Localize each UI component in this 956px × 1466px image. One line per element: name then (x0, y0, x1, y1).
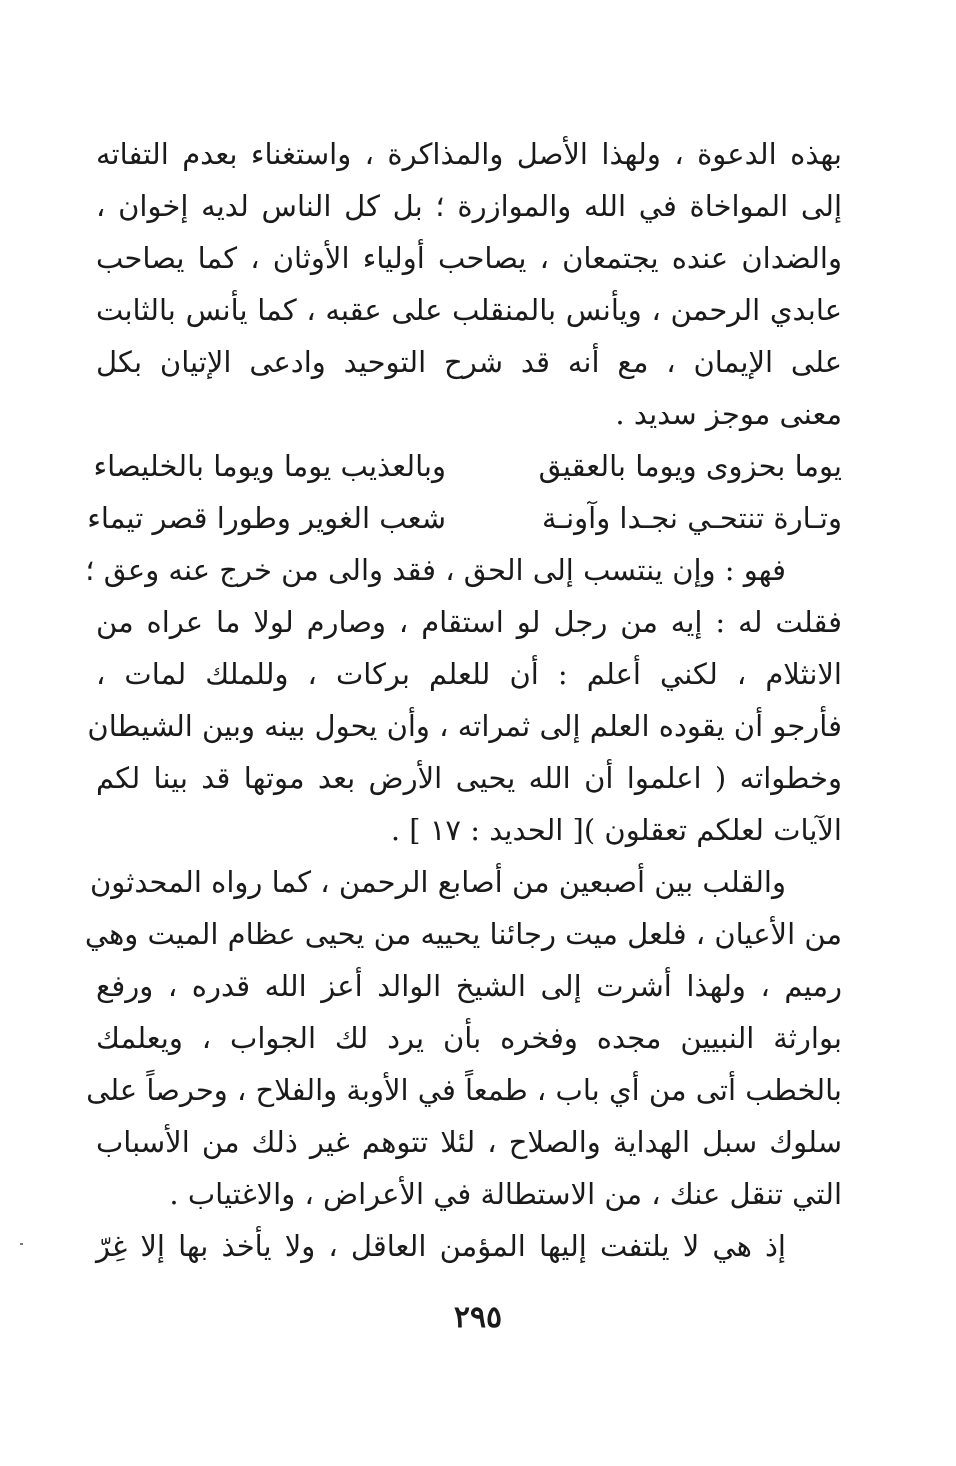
text-line: فهو : وإن ينتسب إلى الحق ، فقد والى من خرج عنه وعق ؛ (85, 553, 786, 587)
text-line: فقلت له : إيه من رجل لو استقام ، وصارم لولا ما عراه من (96, 605, 842, 639)
text-line: من الأعيان ، فلعل ميت رجائنا يحييه من يحيى عظام الميت وهي (84, 917, 842, 951)
text-line: إلى المواخاة في الله والموازرة ؛ بل كل الناس لديه إخوان ، (96, 189, 842, 223)
poem-verse (93, 440, 842, 492)
scan-speck (20, 1243, 23, 1245)
text-line: التي تنقل عنك ، من الاستطالة في الأعراض ، والاغتياب . (169, 1177, 842, 1211)
text-line: رميم ، ولهذا أشرت إلى الشيخ الوالد أعز الله قدره ، ورفع (96, 969, 842, 1003)
verse-second-hemistich: شعب الغوير وطورا قصر تيماء (87, 501, 446, 535)
paragraph (96, 1220, 842, 1272)
text-line: على الإيمان ، مع أنه قد شرح التوحيد وادعى الإتيان بكل (96, 345, 842, 379)
paragraph (84, 856, 842, 1220)
text-line: والضدان عنده يجتمعان ، يصاحب أولياء الأوثان ، كما يصاحب (96, 241, 842, 275)
poem-verse (87, 492, 842, 544)
verse-second-hemistich: وبالعذيب يوما ويوما بالخليصاء (93, 449, 446, 483)
text-line: عابدي الرحمن ، ويأنس بالمنقلب على عقبه ، كما يأنس بالثابت (96, 293, 842, 327)
text-line: وخطواته ( اعلموا أن الله يحيى الأرض بعد موتها قد بينا لكم (96, 761, 842, 795)
text-line: بهذه الدعوة ، ولهذا الأصل والمذاكرة ، واستغناء بعدم التفاته (96, 137, 842, 171)
text-line: إذ هي لا يلتفت إليها المؤمن العاقل ، ولا يأخذ بها إلا غِرّ (96, 1229, 786, 1263)
verse-first-hemistich: وتـارة تنتحـي نجـدا وآونـة (542, 501, 842, 535)
text-line: بوارثة النبيين مجده وفخره بأن يرد لك الجواب ، ويعلمك (96, 1021, 842, 1055)
text-line: الآيات لعلكم تعقلون )[ الحديد : ١٧ ] . (390, 813, 842, 847)
text-line: فأرجو أن يقوده العلم إلى ثمراته ، وأن يحول بينه وبين الشيطان (87, 709, 842, 743)
text-line: سلوك سبل الهداية والصلاح ، لئلا تتوهم غير ذلك من الأسباب (96, 1125, 842, 1159)
page-body (84, 128, 842, 1272)
text-line: الانثلام ، لكني أعلم : أن للعلم بركات ، وللملك لمات ، (96, 657, 842, 691)
paragraph (96, 128, 842, 440)
text-line: بالخطب أتى من أي باب ، طمعاً في الأوبة والفلاح ، وحرصاً على (86, 1073, 842, 1107)
verse-first-hemistich: يوما بحزوى ويوما بالعقيق (538, 449, 842, 483)
text-line: والقلب بين أصبعين من أصابع الرحمن ، كما رواه المحدثون (89, 865, 786, 899)
page-number: ٢٩٥ (453, 1300, 503, 1335)
paragraph (85, 544, 842, 856)
text-line: معنى موجز سديد . (615, 397, 842, 431)
poem (87, 440, 842, 544)
